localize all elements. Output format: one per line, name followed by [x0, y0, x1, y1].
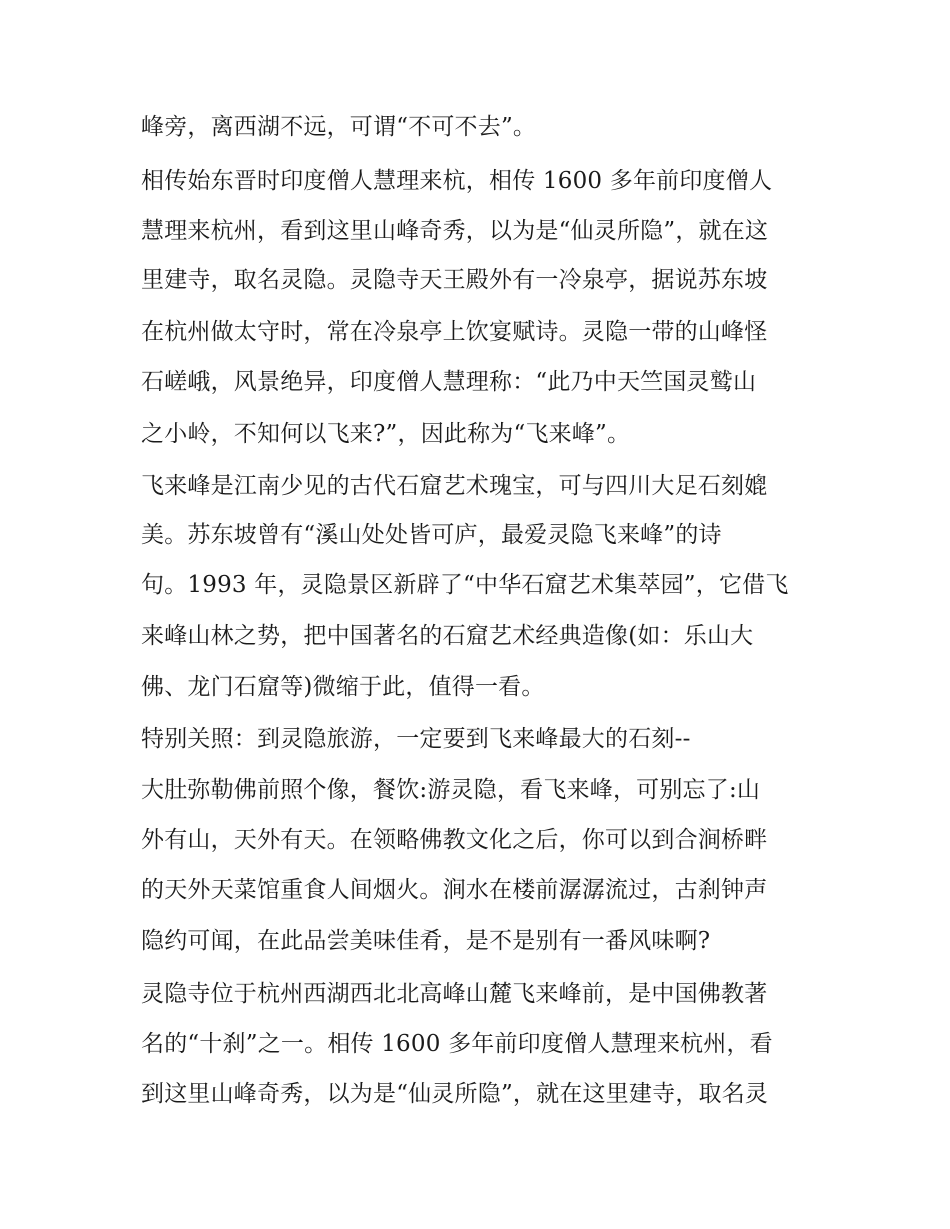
text-line: 句。1993 年，灵隐景区新辟了“中华石窟艺术集萃园”，它借飞 [141, 572, 789, 598]
text-line: 美。苏东坡曾有“溪山处处皆可庐，最爱灵隐飞来峰”的诗 [141, 522, 722, 548]
text-line: 特别关照：到灵隐旅游，一定要到飞来峰最大的石刻-- [141, 726, 691, 752]
text-line: 里建寺，取名灵隐。灵隐寺天王殿外有一冷泉亭，据说苏东坡 [141, 267, 768, 293]
text-line: 相传始东晋时印度僧人慧理来杭，相传 1600 多年前印度僧人 [141, 168, 773, 194]
text-line: 灵隐寺位于杭州西湖西北北高峰山麓飞来峰前，是中国佛教著 [141, 981, 768, 1007]
text-line: 的天外天菜馆重食人间烟火。涧水在楼前潺潺流过，古刹钟声 [141, 877, 768, 903]
text-line: 隐约可闻，在此品尝美味佳肴，是不是别有一番风味啊? [141, 928, 711, 954]
text-line: 峰旁，离西湖不远，可谓“不可不去”。 [141, 114, 537, 140]
text-line: 名的“十刹”之一。相传 1600 多年前印度僧人慧理来杭州，看 [141, 1031, 773, 1057]
text-line: 佛、龙门石窟等)微缩于此，值得一看。 [141, 674, 545, 700]
text-line: 到这里山峰奇秀，以为是“仙灵所隐”，就在这里建寺，取名灵 [141, 1081, 769, 1107]
text-line: 之小岭，不知何以飞来?”，因此称为“飞来峰”。 [141, 421, 631, 447]
text-line: 大肚弥勒佛前照个像，餐饮:游灵隐，看飞来峰，可别忘了:山 [141, 777, 761, 803]
text-line: 慧理来杭州，看到这里山峰奇秀，以为是“仙灵所隐”，就在这 [141, 218, 769, 244]
text-line: 外有山，天外有天。在领略佛教文化之后，你可以到合涧桥畔 [141, 827, 768, 853]
text-line: 石嵯峨，风景绝异，印度僧人慧理称：“此乃中天竺国灵鹫山 [141, 369, 757, 395]
text-line: 来峰山林之势，把中国著名的石窟艺术经典造像(如：乐山大 [141, 623, 754, 649]
text-line: 在杭州做太守时，常在冷泉亭上饮宴赋诗。灵隐一带的山峰怪 [141, 319, 768, 345]
text-line: 飞来峰是江南少见的古代石窟艺术瑰宝，可与四川大足石刻媲 [141, 473, 768, 499]
